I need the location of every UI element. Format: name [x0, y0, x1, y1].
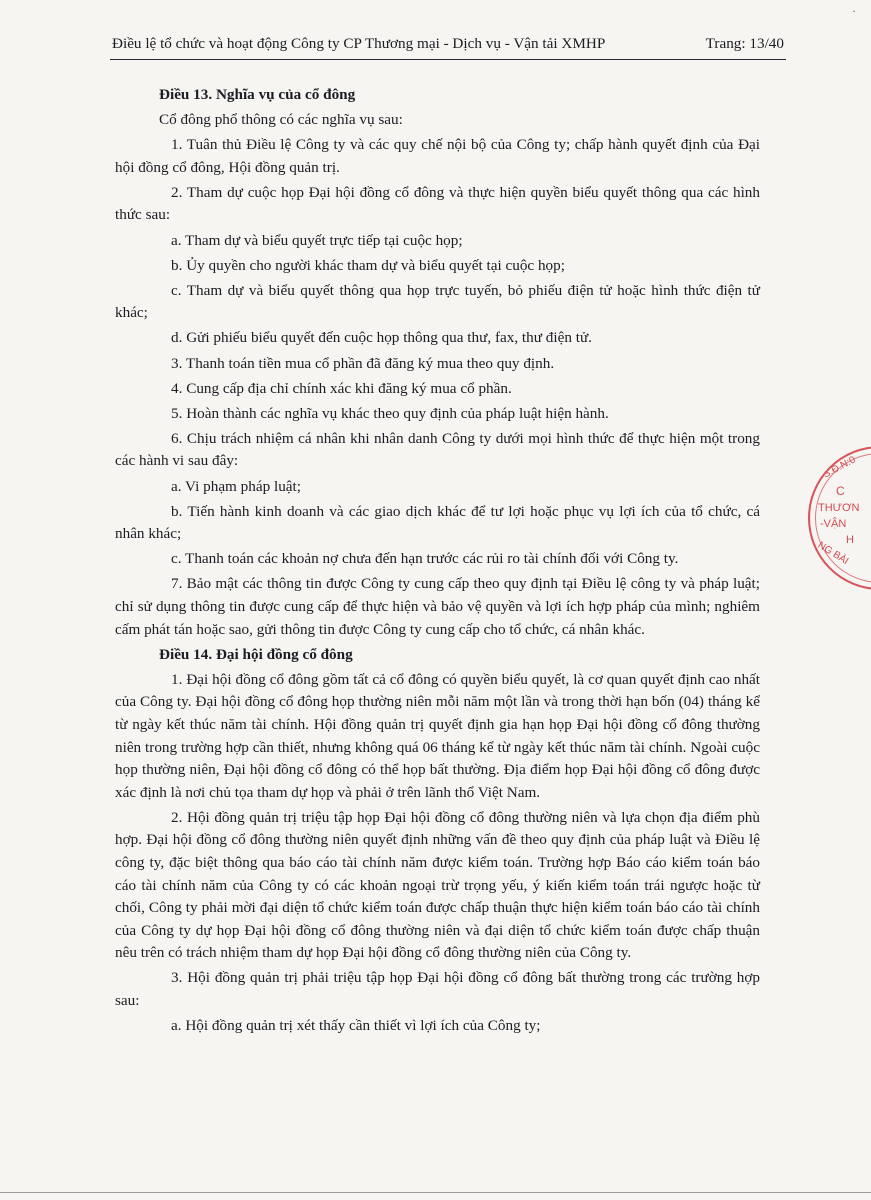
seal-text: C [836, 484, 845, 498]
paragraph: c. Thanh toán các khoản nợ chưa đến hạn trước các rủi ro tài chính đối với Công ty. [171, 550, 679, 568]
paragraph: b. Tiến hành kinh doanh và các giao dịch khác để tư lợi hoặc phục vụ lợi ích của tổ chức, cá nhân khác; [115, 502, 760, 543]
page-header [112, 35, 784, 53]
paragraph: 2. Tham dự cuộc họp Đại hội đồng cổ đông và thực hiện quyền biểu quyết thông qua các hình thức sau: [115, 183, 760, 224]
header-divider [110, 59, 786, 60]
paragraph: a. Tham dự và biểu quyết trực tiếp tại cuộc họp; [171, 231, 463, 249]
paragraph: 4. Cung cấp địa chỉ chính xác khi đăng ký mua cổ phần. [171, 379, 512, 397]
paragraph: 5. Hoàn thành các nghĩa vụ khác theo quy định của pháp luật hiện hành. [171, 404, 609, 422]
seal-text: H [846, 534, 854, 546]
paragraph: 7. Bảo mật các thông tin được Công ty cung cấp theo quy định tại Điều lệ công ty và pháp luật; chỉ sử dụng thông tin được cung cấp để thực hiện và bảo vệ quyền và lợi ích hợp pháp của mình; nghiêm cấm phát tán hoặc sao, gửi thông tin được Công ty cung cấp cho tổ chức, cá nhân khác. [115, 575, 760, 638]
seal-text: S.Đ.N:0 [821, 454, 858, 481]
paragraph: 3. Hội đồng quản trị phải triệu tập họp Đại hội đồng cổ đông bất thường trong các trường hợp sau: [115, 969, 760, 1010]
paragraph: b. Ủy quyền cho người khác tham dự và biểu quyết tại cuộc họp; [171, 256, 565, 274]
document-body [115, 84, 760, 1040]
paragraph: 3. Thanh toán tiền mua cổ phần đã đăng ký mua theo quy định. [171, 354, 555, 372]
paragraph: c. Tham dự và biểu quyết thông qua họp trực tuyến, bỏ phiếu điện tử hoặc hình thức điện tử khác; [115, 281, 760, 322]
paragraph: Cổ đông phổ thông có các nghĩa vụ sau: [159, 111, 403, 129]
page-number: Trang: 13/40 [705, 35, 784, 52]
paragraph: 1. Đại hội đồng cổ đông gồm tất cả cổ đông có quyền biểu quyết, là cơ quan quyết định cao nhất của Công ty. Đại hội đồng cổ đông họp thường niên mỗi năm một lần và trong thời hạn bốn (04) tháng kể từ ngày kết thúc năm tài chính. Hội đồng quản trị quyết định gia hạn họp Đại hội đồng cổ đông thường niên trong trường hợp cần thiết, nhưng không quá 06 tháng kể từ ngày kết thúc năm tài chính. Ngoài cuộc họp thường niên, Đại hội đồng cổ đông có thể họp bất thường. Địa điểm họp Đại hội đồng cổ đông được xác định là nơi chủ tọa tham dự họp và phải ở trên lãnh thổ Việt Nam. [115, 670, 760, 801]
header-title: Điều lệ tổ chức và hoạt động Công ty CP Thương mại - Dịch vụ - Vận tải XMHP [112, 35, 606, 52]
article-heading: Điều 13. Nghĩa vụ của cổ đông [159, 86, 356, 103]
company-seal [808, 446, 871, 590]
article-heading: Điều 14. Đại hội đồng cổ đông [159, 645, 353, 663]
seal-text: -VẬN [820, 518, 847, 530]
scan-edge-line [0, 1192, 871, 1193]
seal-text: NG BÀI [815, 539, 851, 568]
paragraph: 6. Chịu trách nhiệm cá nhân khi nhân danh Công ty dưới mọi hình thức để thực hiện một trong các hành vi sau đây: [115, 429, 760, 470]
seal-text: THƯƠN [818, 502, 860, 514]
paragraph: a. Hội đồng quản trị xét thấy cần thiết vì lợi ích của Công ty; [171, 1017, 541, 1035]
paragraph: 1. Tuân thủ Điều lệ Công ty và các quy chế nội bộ của Công ty; chấp hành quyết định của Đại hội đồng cổ đông, Hội đồng quản trị. [115, 136, 760, 176]
paragraph: a. Vi phạm pháp luật; [171, 477, 301, 495]
paragraph: 2. Hội đồng quản trị triệu tập họp Đại hội đồng cổ đông thường niên và lựa chọn địa điểm phù hợp. Đại hội đồng cổ đông thường niên quyết định những vấn đề theo quy định của pháp luật và Điều lệ công ty, đặc biệt thông qua báo cáo tài chính năm được kiểm toán. Trường hợp Báo cáo kiểm toán báo cáo tài chính năm của Công ty có các khoản ngoại trừ trọng yếu, ý kiến kiểm toán trái ngược hoặc từ chối, Công ty phải mời đại diện tổ chức kiểm toán được chấp thuận thực hiện kiểm toán báo cáo tài chính của Công ty dự họp Đại hội đồng cổ đông thường niên và đại diện tổ chức kiểm toán được chấp thuận nêu trên có trách nhiệm tham dự họp Đại hội đồng cổ đông thường niên của Công ty. [115, 808, 760, 962]
paragraph: d. Gửi phiếu biểu quyết đến cuộc họp thông qua thư, fax, thư điện tử. [171, 329, 592, 347]
scan-mark: · [852, 4, 856, 18]
